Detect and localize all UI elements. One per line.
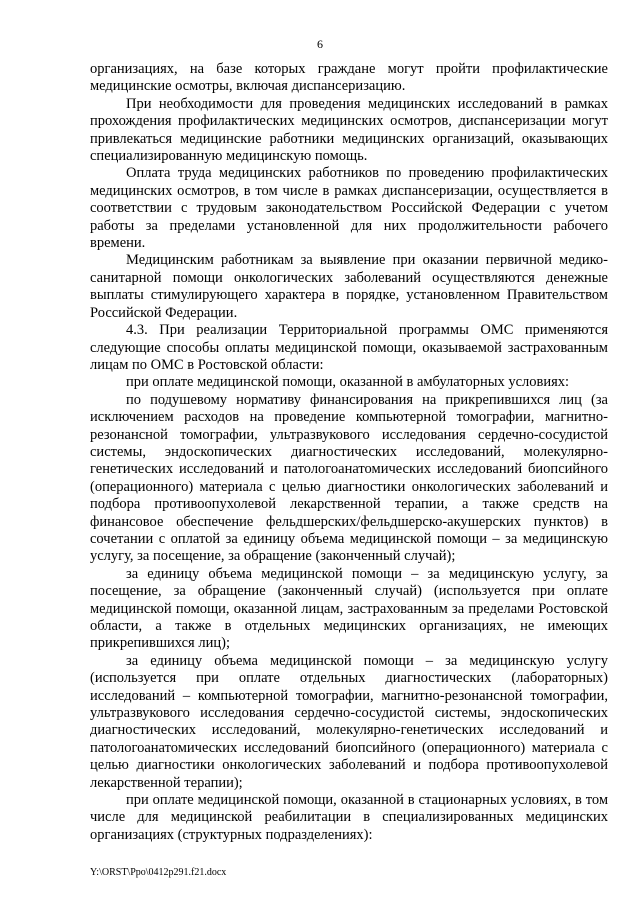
paragraph-outpatient-heading: при оплате медицинской помощи, оказанной в амбулаторных условиях: (126, 374, 570, 391)
paragraph-unit-volume: за единицу объема медицинской помощи – за медицинскую услугу, за посещение, за обращение (законченный случай) (используется при оплате медицинской помощи, оказанной лицам, застрахованным за пределами Ростовской области, а также в отдельных медицинских организациях, не имеющих прикрепившихся лиц); (90, 565, 608, 652)
document-body (90, 61, 608, 844)
footer-file-path: Y:\ORST\Ppo\0412p291.f21.docx (90, 867, 227, 878)
paragraph-intro-continuation: организациях, на базе которых граждане могут пройти профилактические медицинские осмотры, включая диспансеризацию. (90, 61, 608, 95)
page-number: 6 (317, 37, 323, 51)
paragraph-labor-payment: Оплата труда медицинских работников по проведению профилактических медицинских осмотров, в том числе в рамках диспансеризации, осуществляется в соответствии с трудовым законодательством Российской Федерации с учетом работы за пределами установленной для них продолжительности рабочего времени. (90, 165, 608, 252)
paragraph-section-4-3: 4.3. При реализации Территориальной программы ОМС применяются следующие способы оплаты медицинской помощи, оказываемой застрахованным лицам по ОМС в Ростовской области: (90, 322, 608, 373)
paragraph-per-capita: по подушевому нормативу финансирования на прикрепившихся лиц (за исключением расходов на проведение компьютерной томографии, магнитно-резонансной томографии, ультразвукового исследования сердечно-сосудистой системы, эндоскопических диагностических исследований, молекулярно-генетических исследований и патологоанатомических исследований биопсийного (операционного) материала с целью диагностики онкологических заболеваний и подбора противоопухолевой лекарственной терапии, а также средств на финансовое обеспечение фельдшерских/фельдшерско-акушерских пунктов) в сочетании с оплатой за единицу объема медицинской помощи – за медицинскую услугу, за посещение, за обращение (законченный случай); (90, 391, 608, 565)
paragraph-specialists: При необходимости для проведения медицинских исследований в рамках прохождения профилактических медицинских осмотров, диспансеризации могут привлекаться медицинские работники медицинских организаций, оказывающих специализированную медицинскую помощь. (90, 95, 608, 165)
paragraph-oncology-payments: Медицинским работникам за выявление при оказании первичной медико-санитарной помощи онкологических заболеваний осуществляются денежные выплаты стимулирующего характера в порядке, установленном Правительством Российской Федерации. (90, 252, 608, 321)
paragraph-inpatient-heading: при оплате медицинской помощи, оказанной в стационарных условиях, в том числе для медицинской реабилитации в специализированных медицинских организациях (структурных подразделениях): (90, 792, 608, 843)
paragraph-unit-service: за единицу объема медицинской помощи – за медицинскую услугу (используется при оплате отдельных диагностических (лабораторных) исследований – компьютерной томографии, магнитно-резонансной томографии, ультразвукового исследования сердечно-сосудистой системы, эндоскопических диагностических исследований, молекулярно-генетических исследований и патологоанатомических исследований биопсийного (операционного) материала с целью диагностики онкологических заболеваний и подбора противоопухолевой лекарственной терапии); (90, 652, 608, 791)
